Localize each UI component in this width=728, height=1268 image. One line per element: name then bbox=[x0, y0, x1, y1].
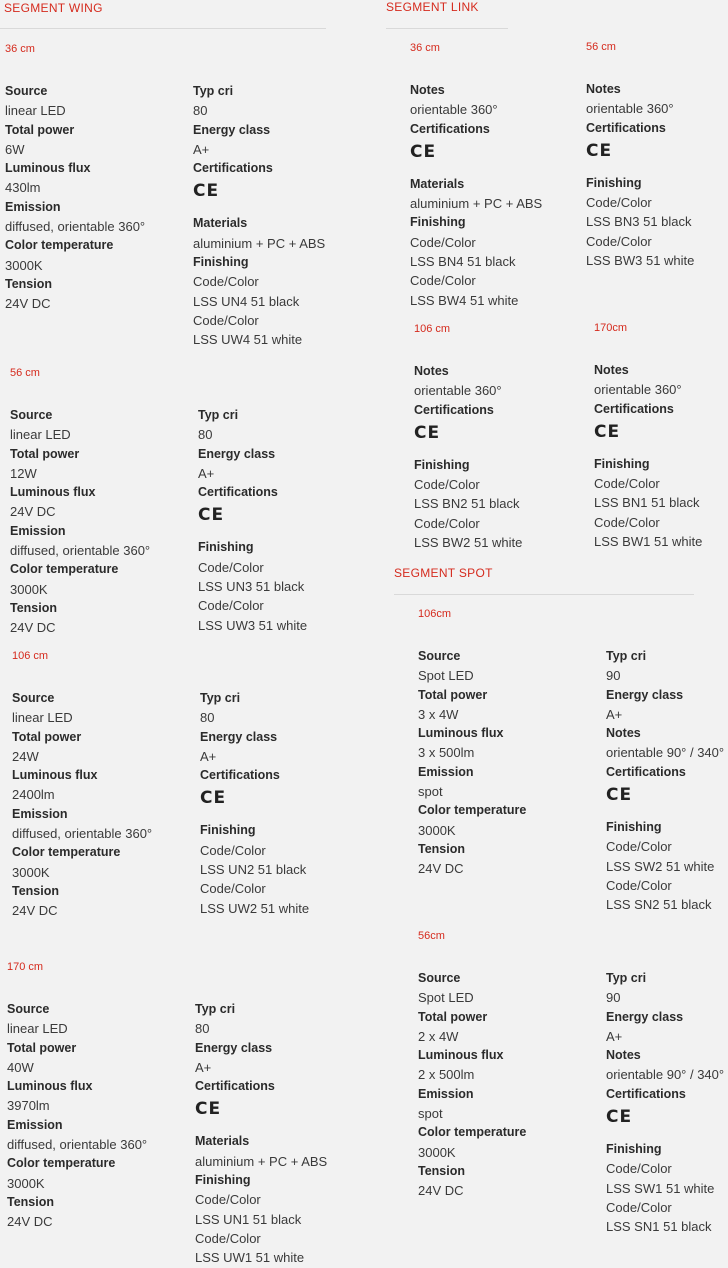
color-temperature-label: Color temperature bbox=[12, 845, 121, 860]
code-color-label: Code/Color bbox=[586, 195, 652, 211]
notes-value: orientable 360° bbox=[586, 101, 674, 117]
emission-value: diffused, orientable 360° bbox=[10, 543, 151, 559]
code-value: LSS UN3 51 black bbox=[198, 579, 305, 595]
color-temperature-label: Color temperature bbox=[418, 1125, 527, 1140]
typ-cri-label: Typ cri bbox=[606, 649, 647, 663]
code-color-label: Code/Color bbox=[606, 877, 672, 893]
code-color-label: Code/Color bbox=[198, 559, 264, 575]
code-value: LSS UW2 51 white bbox=[200, 900, 310, 916]
luminous-flux-value: 430lm bbox=[5, 180, 41, 196]
color-temperature-value: 3000K bbox=[10, 581, 48, 597]
luminous-flux-label: Luminous flux bbox=[12, 768, 98, 783]
code-color-label: Code/Color bbox=[195, 1230, 261, 1246]
size-label: 106 cm bbox=[12, 650, 49, 662]
code-color-label: Code/Color bbox=[200, 842, 266, 858]
spec-column-details bbox=[606, 647, 724, 915]
ce-mark-icon: CE bbox=[195, 1099, 222, 1120]
emission-value: diffused, orientable 360° bbox=[7, 1137, 148, 1153]
code-value: LSS SN1 51 black bbox=[606, 1219, 712, 1235]
certifications-label: Certifications bbox=[594, 401, 674, 416]
total-power-label: Total power bbox=[418, 1009, 488, 1024]
spec-column-details bbox=[195, 1000, 327, 1268]
emission-label: Emission bbox=[12, 806, 68, 821]
typ-cri-value: 80 bbox=[193, 103, 208, 119]
finishing-label: Finishing bbox=[200, 823, 256, 838]
materials-value: aluminium + PC + ABS bbox=[195, 1153, 328, 1169]
typ-cri-value: 90 bbox=[606, 990, 621, 1006]
color-temperature-value: 3000K bbox=[418, 822, 456, 838]
finishing-label: Finishing bbox=[193, 255, 249, 270]
emission-value: spot bbox=[418, 1106, 443, 1122]
code-color-label: Code/Color bbox=[414, 515, 480, 531]
certifications-label: Certifications bbox=[414, 402, 494, 417]
source-value: linear LED bbox=[7, 1021, 68, 1037]
typ-cri-value: 80 bbox=[198, 427, 213, 443]
emission-label: Emission bbox=[418, 764, 474, 779]
source-label: Source bbox=[418, 971, 461, 985]
ce-mark-icon: CE bbox=[193, 181, 220, 202]
certifications-label: Certifications bbox=[410, 121, 490, 136]
certifications-label: Certifications bbox=[606, 764, 686, 779]
code-color-label: Code/Color bbox=[200, 881, 266, 897]
energy-class-value: A+ bbox=[606, 1028, 623, 1044]
total-power-value: 2 x 4W bbox=[418, 1028, 459, 1044]
source-label: Source bbox=[7, 1002, 50, 1016]
total-power-value: 3 x 4W bbox=[418, 706, 459, 722]
code-color-label: Code/Color bbox=[414, 477, 480, 493]
tension-value: 24V DC bbox=[10, 620, 56, 636]
energy-class-value: A+ bbox=[198, 465, 215, 481]
source-value: Spot LED bbox=[418, 668, 474, 684]
code-value: LSS UN1 51 black bbox=[195, 1211, 302, 1227]
ce-mark-icon: CE bbox=[414, 422, 441, 443]
color-temperature-label: Color temperature bbox=[418, 803, 527, 818]
spec-column-link bbox=[410, 81, 542, 310]
divider bbox=[0, 28, 326, 29]
notes-label: Notes bbox=[606, 1048, 641, 1063]
code-value: LSS BW2 51 white bbox=[414, 535, 523, 551]
spec-column-details bbox=[193, 82, 325, 350]
typ-cri-label: Typ cri bbox=[606, 971, 647, 985]
finishing-label: Finishing bbox=[414, 457, 470, 472]
source-label: Source bbox=[12, 691, 55, 705]
color-temperature-label: Color temperature bbox=[5, 238, 114, 253]
energy-class-value: A+ bbox=[195, 1059, 212, 1075]
notes-value: orientable 90° / 340° bbox=[606, 1067, 725, 1083]
finishing-label: Finishing bbox=[606, 1142, 662, 1157]
source-value: linear LED bbox=[5, 103, 66, 119]
total-power-value: 40W bbox=[7, 1059, 34, 1075]
spec-column-electrical bbox=[7, 1000, 147, 1232]
energy-class-value: A+ bbox=[200, 748, 217, 764]
typ-cri-label: Typ cri bbox=[195, 1002, 236, 1016]
typ-cri-value: 90 bbox=[606, 668, 621, 684]
spec-column-details bbox=[200, 689, 309, 918]
tension-label: Tension bbox=[12, 883, 59, 898]
ce-mark-icon: CE bbox=[606, 1107, 633, 1128]
color-temperature-value: 3000K bbox=[7, 1175, 45, 1191]
typ-cri-value: 80 bbox=[195, 1021, 210, 1037]
spec-column-electrical bbox=[418, 647, 526, 879]
energy-class-label: Energy class bbox=[195, 1040, 273, 1055]
code-value: LSS BW4 51 white bbox=[410, 292, 519, 308]
ce-mark-icon: CE bbox=[200, 788, 227, 809]
spec-column-link bbox=[594, 361, 702, 551]
luminous-flux-label: Luminous flux bbox=[7, 1079, 93, 1094]
source-value: linear LED bbox=[12, 710, 73, 726]
code-value: LSS UN4 51 black bbox=[193, 293, 300, 309]
emission-label: Emission bbox=[10, 523, 66, 538]
finishing-label: Finishing bbox=[594, 456, 650, 471]
code-color-label: Code/Color bbox=[193, 312, 259, 328]
code-color-label: Code/Color bbox=[586, 233, 652, 249]
luminous-flux-value: 3 x 500lm bbox=[418, 745, 475, 761]
energy-class-label: Energy class bbox=[606, 1009, 684, 1024]
notes-value: orientable 90° / 340° bbox=[606, 745, 725, 761]
materials-label: Materials bbox=[193, 216, 248, 231]
code-value: LSS UN2 51 black bbox=[200, 862, 307, 878]
luminous-flux-value: 24V DC bbox=[10, 504, 56, 520]
luminous-flux-label: Luminous flux bbox=[10, 485, 96, 500]
ce-mark-icon: CE bbox=[594, 421, 621, 442]
certifications-label: Certifications bbox=[198, 485, 278, 500]
spec-column-electrical bbox=[5, 82, 145, 314]
tension-value: 24V DC bbox=[7, 1214, 53, 1230]
code-value: LSS UW1 51 white bbox=[195, 1250, 305, 1266]
color-temperature-value: 3000K bbox=[12, 864, 50, 880]
materials-value: aluminium + PC + ABS bbox=[193, 235, 326, 251]
color-temperature-value: 3000K bbox=[418, 1144, 456, 1160]
source-value: linear LED bbox=[10, 427, 71, 443]
total-power-label: Total power bbox=[12, 729, 82, 744]
color-temperature-value: 3000K bbox=[5, 257, 43, 273]
size-label: 56 cm bbox=[586, 41, 616, 53]
spec-column-link bbox=[414, 362, 522, 552]
source-label: Source bbox=[5, 84, 48, 98]
emission-label: Emission bbox=[7, 1117, 63, 1132]
spec-column-link bbox=[586, 80, 694, 270]
notes-label: Notes bbox=[414, 364, 449, 378]
size-label: 56cm bbox=[418, 930, 445, 942]
code-value: LSS BN3 51 black bbox=[586, 214, 692, 230]
ce-mark-icon: CE bbox=[198, 505, 225, 526]
notes-value: orientable 360° bbox=[594, 382, 682, 398]
section-title-wing: SEGMENT WING bbox=[4, 1, 103, 15]
code-value: LSS SW1 51 white bbox=[606, 1180, 715, 1196]
tension-value: 24V DC bbox=[418, 861, 464, 877]
code-value: LSS BN2 51 black bbox=[414, 496, 520, 512]
tension-label: Tension bbox=[10, 600, 57, 615]
code-value: LSS SW2 51 white bbox=[606, 858, 715, 874]
ce-mark-icon: CE bbox=[606, 785, 633, 806]
emission-value: diffused, orientable 360° bbox=[12, 826, 153, 842]
energy-class-label: Energy class bbox=[198, 446, 276, 461]
energy-class-value: A+ bbox=[606, 706, 623, 722]
finishing-label: Finishing bbox=[586, 175, 642, 190]
materials-value: aluminium + PC + ABS bbox=[410, 196, 543, 212]
color-temperature-label: Color temperature bbox=[7, 1156, 116, 1171]
luminous-flux-label: Luminous flux bbox=[418, 726, 504, 741]
tension-value: 24V DC bbox=[418, 1183, 464, 1199]
emission-value: diffused, orientable 360° bbox=[5, 219, 146, 235]
code-color-label: Code/Color bbox=[594, 514, 660, 530]
emission-label: Emission bbox=[5, 199, 61, 214]
ce-mark-icon: CE bbox=[586, 140, 613, 161]
code-color-label: Code/Color bbox=[198, 598, 264, 614]
certifications-label: Certifications bbox=[193, 161, 273, 176]
total-power-value: 6W bbox=[5, 141, 25, 157]
code-value: LSS UW3 51 white bbox=[198, 617, 308, 633]
size-label: 36 cm bbox=[410, 42, 440, 54]
size-label: 36 cm bbox=[5, 43, 35, 55]
emission-label: Emission bbox=[418, 1086, 474, 1101]
materials-label: Materials bbox=[195, 1134, 250, 1149]
luminous-flux-value: 3970lm bbox=[7, 1098, 50, 1114]
color-temperature-label: Color temperature bbox=[10, 562, 119, 577]
total-power-label: Total power bbox=[5, 122, 75, 137]
code-value: LSS BN4 51 black bbox=[410, 254, 516, 270]
tension-label: Tension bbox=[418, 841, 465, 856]
certifications-label: Certifications bbox=[606, 1086, 686, 1101]
code-color-label: Code/Color bbox=[606, 839, 672, 855]
section-title-spot: SEGMENT SPOT bbox=[394, 566, 493, 580]
total-power-label: Total power bbox=[7, 1040, 77, 1055]
source-label: Source bbox=[418, 649, 461, 663]
finishing-label: Finishing bbox=[198, 540, 254, 555]
code-color-label: Code/Color bbox=[193, 274, 259, 290]
code-color-label: Code/Color bbox=[410, 273, 476, 289]
spec-column-electrical bbox=[418, 969, 526, 1201]
total-power-value: 24W bbox=[12, 748, 39, 764]
size-label: 170 cm bbox=[7, 961, 44, 973]
code-color-label: Code/Color bbox=[606, 1199, 672, 1215]
size-label: 106cm bbox=[418, 608, 452, 620]
certifications-label: Certifications bbox=[195, 1079, 275, 1094]
source-label: Source bbox=[10, 408, 53, 422]
size-label: 170cm bbox=[594, 322, 628, 334]
energy-class-value: A+ bbox=[193, 141, 210, 157]
tension-label: Tension bbox=[418, 1163, 465, 1178]
tension-value: 24V DC bbox=[5, 296, 51, 312]
typ-cri-label: Typ cri bbox=[200, 691, 241, 705]
luminous-flux-label: Luminous flux bbox=[418, 1048, 504, 1063]
section-title-link: SEGMENT LINK bbox=[386, 0, 479, 14]
energy-class-label: Energy class bbox=[193, 122, 271, 137]
energy-class-label: Energy class bbox=[200, 729, 278, 744]
total-power-value: 12W bbox=[10, 465, 37, 481]
tension-label: Tension bbox=[5, 276, 52, 291]
finishing-label: Finishing bbox=[195, 1173, 251, 1188]
spec-column-electrical bbox=[12, 689, 152, 921]
typ-cri-label: Typ cri bbox=[198, 408, 239, 422]
certifications-label: Certifications bbox=[200, 768, 280, 783]
ce-mark-icon: CE bbox=[410, 141, 437, 162]
luminous-flux-value: 2400lm bbox=[12, 787, 55, 803]
materials-label: Materials bbox=[410, 176, 465, 191]
code-value: LSS SN2 51 black bbox=[606, 897, 712, 913]
notes-label: Notes bbox=[586, 82, 621, 96]
code-value: LSS BW1 51 white bbox=[594, 534, 703, 550]
code-value: LSS BW3 51 white bbox=[586, 253, 695, 269]
typ-cri-label: Typ cri bbox=[193, 84, 234, 98]
code-color-label: Code/Color bbox=[410, 234, 476, 250]
tension-label: Tension bbox=[7, 1194, 54, 1209]
code-color-label: Code/Color bbox=[606, 1161, 672, 1177]
tension-value: 24V DC bbox=[12, 903, 58, 919]
typ-cri-value: 80 bbox=[200, 710, 215, 726]
size-label: 106 cm bbox=[414, 323, 451, 335]
luminous-flux-label: Luminous flux bbox=[5, 161, 91, 176]
total-power-label: Total power bbox=[418, 687, 488, 702]
notes-label: Notes bbox=[410, 83, 445, 97]
code-color-label: Code/Color bbox=[195, 1192, 261, 1208]
source-value: Spot LED bbox=[418, 990, 474, 1006]
code-color-label: Code/Color bbox=[594, 476, 660, 492]
code-value: LSS UW4 51 white bbox=[193, 332, 303, 348]
spec-column-electrical bbox=[10, 406, 150, 638]
finishing-label: Finishing bbox=[410, 215, 466, 230]
energy-class-label: Energy class bbox=[606, 687, 684, 702]
spec-column-details bbox=[198, 406, 307, 635]
spec-column-details bbox=[606, 969, 724, 1237]
size-label: 56 cm bbox=[10, 367, 40, 379]
finishing-label: Finishing bbox=[606, 820, 662, 835]
total-power-label: Total power bbox=[10, 446, 80, 461]
certifications-label: Certifications bbox=[586, 120, 666, 135]
notes-label: Notes bbox=[606, 726, 641, 741]
code-value: LSS BN1 51 black bbox=[594, 495, 700, 511]
emission-value: spot bbox=[418, 784, 443, 800]
notes-value: orientable 360° bbox=[414, 383, 502, 399]
divider bbox=[386, 28, 508, 29]
notes-label: Notes bbox=[594, 363, 629, 377]
notes-value: orientable 360° bbox=[410, 102, 498, 118]
divider bbox=[394, 594, 694, 595]
luminous-flux-value: 2 x 500lm bbox=[418, 1067, 475, 1083]
